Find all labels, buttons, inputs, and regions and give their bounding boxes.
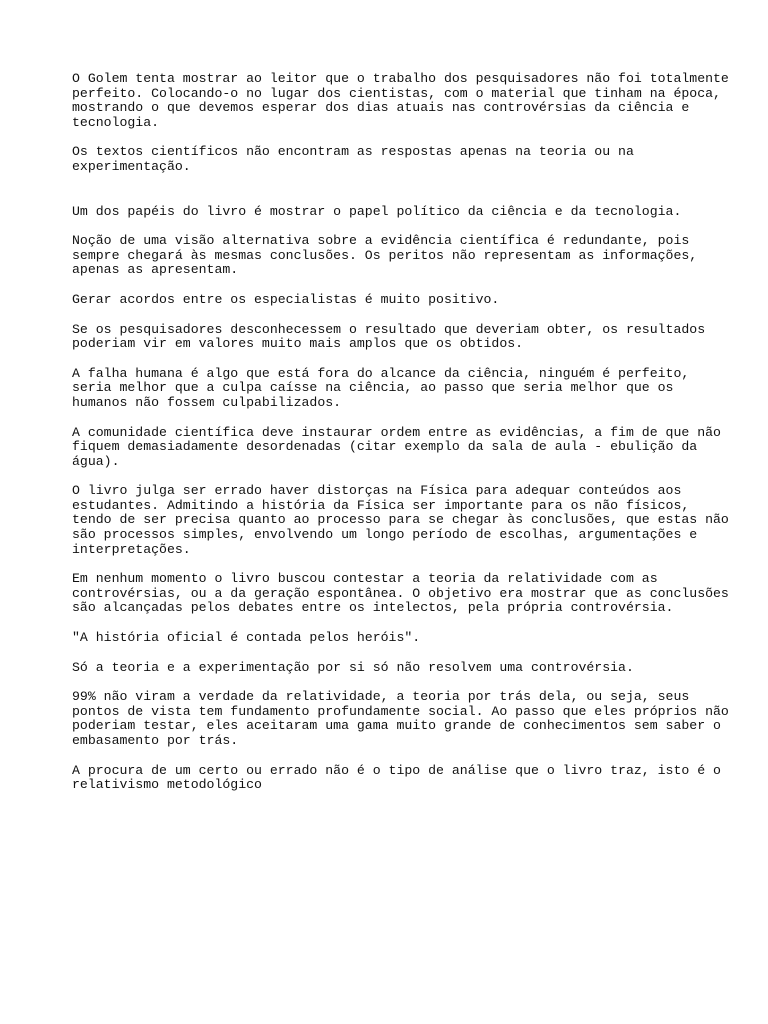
paragraph — [72, 321, 706, 352]
paragraph — [72, 689, 729, 748]
document-body — [72, 71, 729, 808]
text-line: Se os pesquisadores desconhecessem o resultado que deveriam obter, os resultados — [72, 321, 706, 337]
text-line: Só a teoria e a experimentação por si só não resolvem uma controvérsia. — [72, 659, 634, 675]
text-line: pontos de vista tem fundamento profundamente social. Ao passo que eles próprios não — [72, 703, 729, 719]
text-line: sempre chegará às mesmas conclusões. Os peritos não representam as informações, — [72, 247, 698, 263]
text-line: poderiam vir em valores muito mais amplos que os obtidos. — [72, 336, 524, 352]
text-line: tendo de ser precisa quanto ao processo para se chegar às conclusões, que estas não — [72, 512, 729, 528]
paragraph — [72, 71, 729, 130]
text-line: Um dos papéis do livro é mostrar o papel político da ciência e da tecnologia. — [72, 203, 682, 219]
text-line: "A história oficial é contada pelos heróis". — [72, 630, 421, 646]
paragraph — [72, 631, 702, 646]
paragraph — [72, 205, 702, 220]
text-line: experimentação. — [72, 158, 191, 174]
text-line: embasamento por trás. — [72, 733, 239, 748]
text-line: humanos não fossem culpabilizados. — [72, 394, 342, 410]
paragraph — [72, 661, 702, 676]
paragraph — [72, 762, 721, 793]
paragraph — [72, 293, 702, 308]
text-line: Em nenhum momento o livro buscou contestar a teoria da relatividade com as — [72, 571, 658, 587]
paragraph — [72, 367, 702, 411]
text-line: A falha humana é algo que está fora do alcance da ciência, ninguém é perfeito, — [72, 365, 690, 381]
text-line: apenas as apresentam. — [72, 262, 239, 278]
text-line: A comunidade científica deve instaurar ordem entre as evidências, a fim de que não — [72, 424, 721, 440]
paragraph — [72, 145, 702, 174]
text-line: água). — [72, 453, 120, 469]
text-line: seria melhor que a culpa caísse na ciência, ao passo que seria melhor que os — [72, 380, 674, 396]
text-line: fiquem demasiadamente desordenadas (citar exemplo da sala de aula - ebulição da — [72, 439, 698, 455]
text-line: Gerar acordos entre os especialistas é muito positivo. — [72, 291, 500, 307]
text-line: O Golem tenta mostrar ao leitor que o trabalho dos pesquisadores não foi totalmente — [72, 71, 729, 86]
text-line: relativismo metodológico — [72, 777, 262, 793]
text-line: poderiam testar, eles aceitaram uma gama muito grande de conhecimentos sem saber o — [72, 718, 721, 734]
text-line: tecnologia. — [72, 114, 160, 130]
text-line: A procura de um certo ou errado não é o tipo de análise que o livro traz, isto é o — [72, 762, 721, 778]
text-line: Os textos científicos não encontram as respostas apenas na teoria ou na — [72, 144, 634, 160]
text-line: perfeito. Colocando-o no lugar dos cientistas, com o material que tinham na época, — [72, 85, 721, 101]
text-line: interpretações. — [72, 541, 191, 557]
paragraph — [72, 234, 702, 278]
text-line: O livro julga ser errado haver distorças na Física para adequar conteúdos aos — [72, 483, 682, 499]
text-line: 99% não viram a verdade da relatividade, a teoria por trás dela, ou seja, seus — [72, 689, 690, 705]
paragraph — [72, 571, 729, 616]
text-line: estudantes. Admitindo a história da Física ser importante para os não físicos, — [72, 497, 690, 513]
text-line: controvérsias, ou a da geração espontânea. O objetivo era mostrar que as conclusões — [72, 585, 729, 601]
paragraph — [72, 483, 729, 557]
text-line: mostrando o que devemos esperar dos dias atuais nas controvérsias da ciência e — [72, 100, 690, 116]
text-line: Noção de uma visão alternativa sobre a evidência científica é redundante, pois — [72, 233, 690, 249]
text-line: são processos simples, envolvendo um longo período de escolhas, argumentações e — [72, 527, 698, 543]
paragraph — [72, 424, 721, 470]
text-line: são alcançadas pelos debates entre os intelectos, pela própria controvérsia. — [72, 600, 674, 616]
